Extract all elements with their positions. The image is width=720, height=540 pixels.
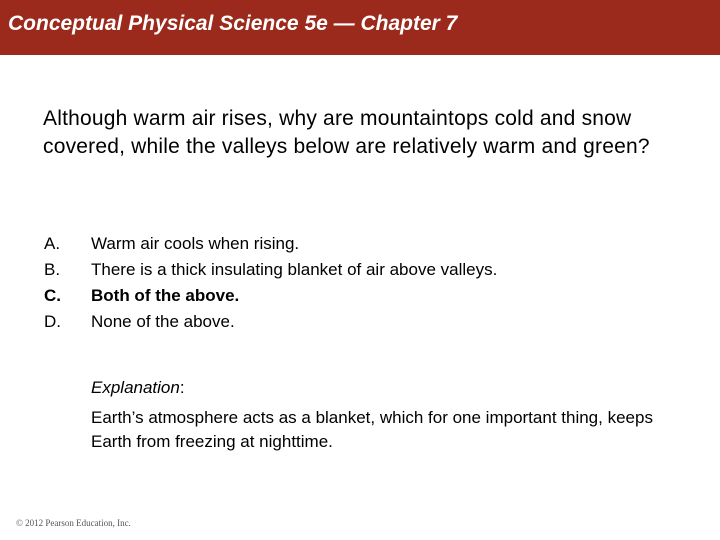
option-d — [44, 309, 664, 335]
option-letter: A. — [44, 234, 61, 253]
option-text: There is a thick insulating blanket of air above valleys. — [91, 260, 498, 279]
option-text: Both of the above. — [91, 286, 240, 305]
question-text: Although warm air rises, why are mountaintops cold and snow covered, while the valleys below are relatively warm and green? — [43, 107, 650, 158]
option-letter: B. — [44, 260, 61, 279]
answer-options-list — [44, 231, 664, 335]
explanation-text: Earth’s atmosphere acts as a blanket, which for one important thing, keeps Earth from freezing at nighttime. — [91, 408, 653, 451]
option-letter: C. — [44, 286, 61, 305]
option-text: Warm air cools when rising. — [91, 234, 300, 253]
option-a — [44, 231, 664, 257]
explanation-label: Explanation — [91, 378, 180, 397]
slide-title: Conceptual Physical Science 5e — Chapter 7 — [8, 12, 458, 35]
explanation-heading — [91, 376, 185, 400]
option-text: None of the above. — [91, 312, 235, 331]
option-letter: D. — [44, 312, 61, 331]
option-c-correct — [44, 283, 664, 309]
header-bar — [0, 0, 720, 55]
option-b — [44, 257, 664, 283]
explanation-colon: : — [179, 378, 185, 397]
copyright-notice: © 2012 Pearson Education, Inc. — [16, 518, 131, 528]
